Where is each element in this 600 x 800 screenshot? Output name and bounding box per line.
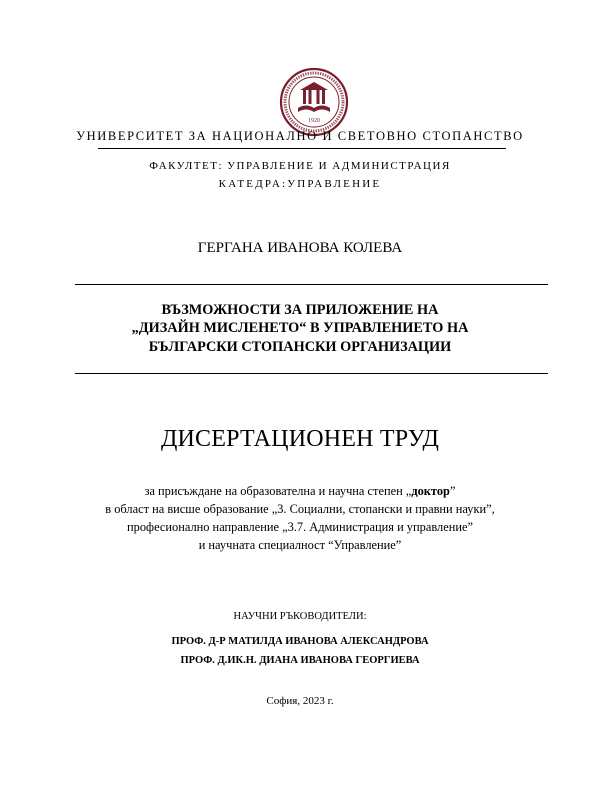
title-divider-bottom — [75, 373, 548, 374]
university-divider — [98, 148, 506, 149]
supervisors-heading: НАУЧНИ РЪКОВОДИТЕЛИ: — [233, 611, 367, 622]
description-line-4: и научната специалност “Управление” — [198, 538, 402, 552]
university-logo — [278, 66, 350, 138]
description-line-3: професионално направление „3.7. Администрация и управление” — [127, 520, 473, 534]
document-type: ДИСЕРТАЦИОНЕН ТРУД — [160, 426, 440, 452]
supervisor-name: ПРОФ. Д.ИК.Н. ДИАНА ИВАНОВА ГЕОРГИЕВА — [180, 655, 420, 666]
thesis-title-line-1: ВЪЗМОЖНОСТИ ЗА ПРИЛОЖЕНИЕ НА — [161, 302, 439, 318]
description-line-2: в област на висше образование „3. Социални, стопански и правни науки”, — [105, 502, 495, 516]
title-divider-top — [75, 284, 548, 285]
department-name: КАТЕДРА:УПРАВЛЕНИЕ — [218, 178, 382, 190]
supervisor-name: ПРОФ. Д-Р МАТИЛДА ИВАНОВА АЛЕКСАНДРОВА — [171, 636, 429, 647]
degree-name: доктор — [411, 484, 450, 498]
degree-close-quote: ” — [449, 484, 456, 498]
place-and-date: София, 2023 г. — [266, 695, 334, 707]
thesis-title-line-2: „ДИЗАЙН МИСЛЕНЕТО“ В УПРАВЛЕНИЕТО НА — [131, 320, 469, 336]
university-name: УНИВЕРСИТЕТ ЗА НАЦИОНАЛНО И СВЕТОВНО СТОПАНСТВО — [76, 129, 524, 143]
faculty-name: ФАКУЛТЕТ: УПРАВЛЕНИЕ И АДМИНИСТРАЦИЯ — [149, 160, 451, 172]
description-line-1 — [0, 484, 600, 499]
logo-year: 1920 — [308, 118, 320, 124]
thesis-title-line-3: БЪЛГАРСКИ СТОПАНСКИ ОРГАНИЗАЦИИ — [148, 339, 452, 355]
degree-intro: за присъждане на образователна и научна степен „ — [144, 484, 412, 498]
author-name: ГЕРГАНА ИВАНОВА КОЛЕВА — [197, 240, 403, 256]
